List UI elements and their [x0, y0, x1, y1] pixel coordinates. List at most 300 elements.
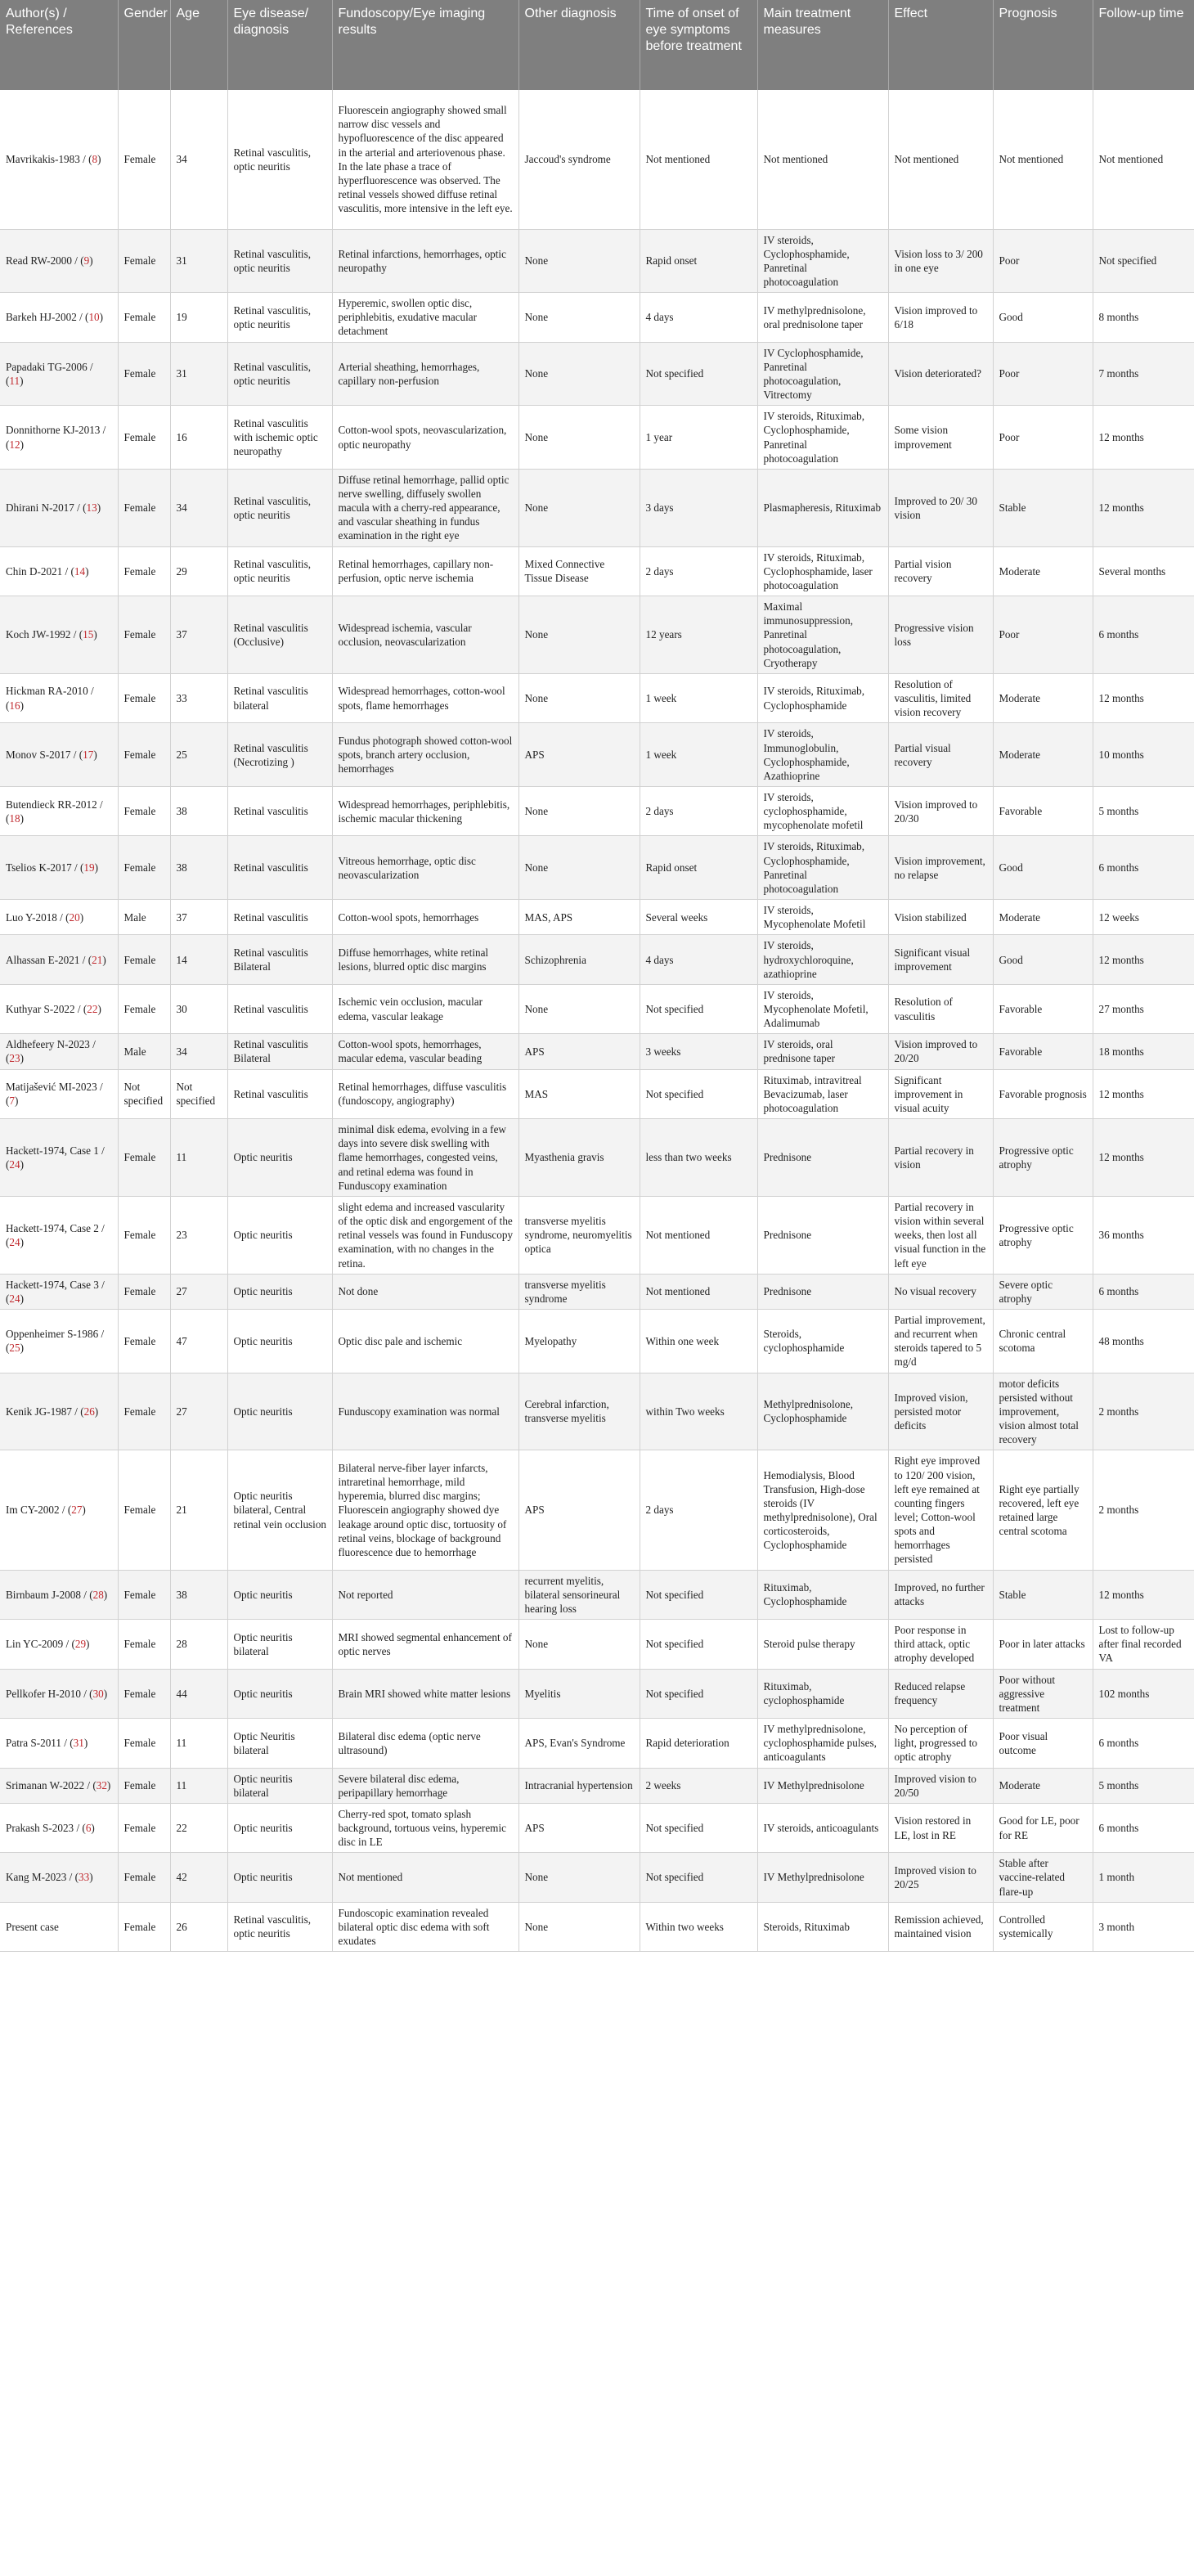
- table-row: [0, 596, 1194, 674]
- cell-gender: Female: [118, 1274, 170, 1309]
- cell-effect: Vision improved to 20/20: [888, 1034, 993, 1069]
- cell-age: 11: [170, 1719, 227, 1768]
- cell-gender: Female: [118, 90, 170, 229]
- cell-fundoscopy: Diffuse retinal hemorrhage, pallid optic nerve swelling, diffusely swollen macula with a cherry-red appearance, and vascular sheathing in fundus examination in the right eye: [332, 469, 518, 546]
- author-text: Hackett-1974, Case 1 / (: [6, 1144, 105, 1171]
- cell-author: [0, 406, 118, 470]
- reference-link[interactable]: 29: [74, 1638, 87, 1651]
- cell-effect: Improved to 20/ 30 vision: [888, 469, 993, 546]
- cell-treatment: IV steroids, hydroxychloroquine, azathioprine: [757, 935, 888, 984]
- cell-onset: Not specified: [640, 342, 757, 406]
- cell-effect: Reduced relapse frequency: [888, 1669, 993, 1718]
- cell-prognosis: Severe optic atrophy: [993, 1274, 1093, 1309]
- cell-age: 27: [170, 1274, 227, 1309]
- cell-onset: Rapid onset: [640, 836, 757, 900]
- cell-prognosis: Poor: [993, 229, 1093, 293]
- cell-author: [0, 1719, 118, 1768]
- cell-prognosis: Moderate: [993, 1768, 1093, 1803]
- cell-onset: Not specified: [640, 1620, 757, 1669]
- table-row: [0, 1570, 1194, 1619]
- cell-gender: Female: [118, 723, 170, 787]
- cell-follow-up: 10 months: [1093, 723, 1194, 787]
- cell-age: 37: [170, 900, 227, 935]
- cell-gender: Male: [118, 900, 170, 935]
- cell-prognosis: Favorable: [993, 984, 1093, 1033]
- cell-effect: Significant visual improvement: [888, 935, 993, 984]
- cell-treatment: Steroid pulse therapy: [757, 1620, 888, 1669]
- cell-author: [0, 1034, 118, 1069]
- cell-gender: Female: [118, 935, 170, 984]
- cell-onset: less than two weeks: [640, 1119, 757, 1197]
- reference-link[interactable]: 33: [79, 1871, 90, 1884]
- cell-other-diagnosis: Jaccoud's syndrome: [518, 90, 640, 229]
- cell-effect: Vision stabilized: [888, 900, 993, 935]
- cell-age: 38: [170, 836, 227, 900]
- cell-follow-up: 36 months: [1093, 1196, 1194, 1274]
- cell-fundoscopy: Fluorescein angiography showed small narrow disc vessels and hypofluorescence of the disc appeared in the arterial and arteriovenous phase. In the late phase a trace of hyperfluorescence was observed. The retinal vessels showed diffuse retinal vasculitis, more intensive in the left eye.: [332, 90, 518, 229]
- reference-link[interactable]: 30: [92, 1687, 104, 1700]
- table-row: [0, 229, 1194, 293]
- cell-prognosis: Progressive optic atrophy: [993, 1119, 1093, 1197]
- cell-treatment: IV steroids, Mycophenolate Mofetil, Adalimumab: [757, 984, 888, 1033]
- cell-follow-up: 5 months: [1093, 1768, 1194, 1803]
- author-text: Hackett-1974, Case 3 / (: [6, 1278, 105, 1305]
- cell-treatment: Hemodialysis, Blood Transfusion, High-dose steroids (IV methylprednisolone), Oral corticosteroids, Cyclophosphamide: [757, 1450, 888, 1570]
- cell-onset: Not mentioned: [640, 1196, 757, 1274]
- author-text: Pellkofer H-2010 / (: [6, 1687, 93, 1700]
- reference-close-paren: ): [97, 501, 101, 515]
- cell-effect: Right eye improved to 120/ 200 vision, left eye remained at counting fingers level; Cotton-wool spots and hemorrhages persisted: [888, 1450, 993, 1570]
- reference-link[interactable]: 19: [83, 861, 95, 874]
- reference-link[interactable]: 27: [71, 1504, 83, 1517]
- cell-diagnosis: Retinal vasculitis, optic neuritis: [227, 469, 332, 546]
- author-text: Patra S-2011 / (: [6, 1737, 74, 1750]
- cell-diagnosis: Optic neuritis: [227, 1803, 332, 1852]
- reference-link[interactable]: 15: [83, 628, 94, 641]
- cell-effect: Vision loss to 3/ 200 in one eye: [888, 229, 993, 293]
- cell-age: 31: [170, 342, 227, 406]
- cell-fundoscopy: Optic disc pale and ischemic: [332, 1309, 518, 1373]
- cell-treatment: IV steroids, Mycophenolate Mofetil: [757, 900, 888, 935]
- author-text: Hickman RA-2010 / (: [6, 685, 94, 712]
- cell-prognosis: Moderate: [993, 900, 1093, 935]
- cell-age: 22: [170, 1803, 227, 1852]
- cell-fundoscopy: slight edema and increased vascularity of the optic disk and engorgement of the retinal vessels was found in Funduscopy examination, with no changes in the retina.: [332, 1196, 518, 1274]
- cell-age: 27: [170, 1373, 227, 1450]
- author-text: Monov S-2017 / (: [6, 749, 83, 762]
- cell-treatment: Rituximab, intravitreal Bevacizumab, laser photocoagulation: [757, 1069, 888, 1118]
- reference-link[interactable]: 26: [83, 1405, 95, 1418]
- cell-other-diagnosis: APS, Evan's Syndrome: [518, 1719, 640, 1768]
- cell-fundoscopy: Cotton-wool spots, neovascularization, optic neuropathy: [332, 406, 518, 470]
- cell-author: [0, 229, 118, 293]
- cell-treatment: IV Cyclophosphamide, Panretinal photocoagulation, Vitrectomy: [757, 342, 888, 406]
- col-header-author: Author(s) / References: [0, 0, 118, 90]
- cell-treatment: Not mentioned: [757, 90, 888, 229]
- cell-diagnosis: Retinal vasculitis (Occlusive): [227, 596, 332, 674]
- cell-treatment: IV steroids, Cyclophosphamide, Panretinal photocoagulation: [757, 229, 888, 293]
- cell-effect: Improved, no further attacks: [888, 1570, 993, 1619]
- author-text: Birnbaum J-2008 / (: [6, 1588, 93, 1601]
- reference-close-paren: ): [20, 1342, 24, 1355]
- cell-effect: Some vision improvement: [888, 406, 993, 470]
- cell-follow-up: 6 months: [1093, 1719, 1194, 1768]
- author-text: Luo Y-2018 / (: [6, 910, 70, 924]
- cell-age: 31: [170, 229, 227, 293]
- cell-fundoscopy: Bilateral nerve-fiber layer infarcts, intraretinal hemorrhage, mild hyperemia, blurred disc margins; Fluorescein angiography showed dye leakage around optic disc, tortuosity of retinal veins, blockage of background fluorescence due to hemorrhage: [332, 1450, 518, 1570]
- cell-follow-up: 12 months: [1093, 935, 1194, 984]
- cell-diagnosis: Optic neuritis: [227, 1119, 332, 1197]
- cell-age: 44: [170, 1669, 227, 1718]
- cell-prognosis: Poor: [993, 406, 1093, 470]
- cell-follow-up: 12 months: [1093, 406, 1194, 470]
- cell-follow-up: 18 months: [1093, 1034, 1194, 1069]
- cell-onset: Not specified: [640, 984, 757, 1033]
- cell-gender: Female: [118, 786, 170, 835]
- cell-follow-up: 6 months: [1093, 1274, 1194, 1309]
- cell-effect: Poor response in third attack, optic atrophy developed: [888, 1620, 993, 1669]
- cell-onset: Rapid deterioration: [640, 1719, 757, 1768]
- cell-fundoscopy: Vitreous hemorrhage, optic disc neovascularization: [332, 836, 518, 900]
- cell-prognosis: Favorable prognosis: [993, 1069, 1093, 1118]
- cell-onset: 4 days: [640, 293, 757, 342]
- cell-other-diagnosis: Myelitis: [518, 1669, 640, 1718]
- cell-author: [0, 1196, 118, 1274]
- cell-author: [0, 1620, 118, 1669]
- cell-diagnosis: Optic Neuritis bilateral: [227, 1719, 332, 1768]
- cell-fundoscopy: Diffuse hemorrhages, white retinal lesions, blurred optic disc margins: [332, 935, 518, 984]
- cell-gender: Female: [118, 1768, 170, 1803]
- cell-prognosis: Moderate: [993, 723, 1093, 787]
- author-text: Hackett-1974, Case 2 / (: [6, 1221, 105, 1248]
- reference-close-paren: ): [85, 564, 89, 578]
- cell-effect: Improved vision, persisted motor deficits: [888, 1373, 993, 1450]
- reference-close-paren: ): [86, 1638, 90, 1651]
- reference-close-paren: ): [83, 1737, 88, 1750]
- author-text: Kenik JG-1987 / (: [6, 1405, 84, 1418]
- cell-follow-up: 2 months: [1093, 1450, 1194, 1570]
- cell-other-diagnosis: Myelopathy: [518, 1309, 640, 1373]
- cell-age: 42: [170, 1853, 227, 1902]
- cell-other-diagnosis: None: [518, 786, 640, 835]
- reference-close-paren: ): [20, 374, 24, 387]
- table-row: [0, 469, 1194, 546]
- cell-other-diagnosis: MAS: [518, 1069, 640, 1118]
- cell-diagnosis: Optic neuritis: [227, 1853, 332, 1902]
- table-row: [0, 984, 1194, 1033]
- reference-link[interactable]: 8: [92, 153, 98, 166]
- cell-author: [0, 1803, 118, 1852]
- cell-diagnosis: Retinal vasculitis: [227, 984, 332, 1033]
- reference-close-paren: ): [93, 628, 97, 641]
- reference-link[interactable]: 7: [9, 1095, 15, 1108]
- table-row: [0, 1373, 1194, 1450]
- cell-gender: Female: [118, 984, 170, 1033]
- cell-effect: No visual recovery: [888, 1274, 993, 1309]
- cell-age: 47: [170, 1309, 227, 1373]
- reference-link[interactable]: 32: [96, 1779, 107, 1792]
- cell-treatment: Prednisone: [757, 1274, 888, 1309]
- cell-diagnosis: Retinal vasculitis: [227, 900, 332, 935]
- table-row: [0, 836, 1194, 900]
- col-header-age: Age: [170, 0, 227, 90]
- cell-treatment: IV methylprednisolone, oral prednisolone taper: [757, 293, 888, 342]
- author-text: Srimanan W-2022 / (: [6, 1779, 97, 1792]
- cell-fundoscopy: minimal disk edema, evolving in a few days into severe disk swelling with flame hemorrhages, congested veins, and retinal edema was found in Funduscopy examination: [332, 1119, 518, 1197]
- cell-age: 21: [170, 1450, 227, 1570]
- cell-fundoscopy: Cotton-wool spots, hemorrhages: [332, 900, 518, 935]
- col-header-onset: Time of onset of eye symptoms before treatment: [640, 0, 757, 90]
- reference-close-paren: ): [20, 699, 24, 712]
- reference-close-paren: ): [106, 1779, 111, 1792]
- cell-gender: Female: [118, 342, 170, 406]
- reference-link[interactable]: 10: [88, 311, 100, 324]
- cell-treatment: IV Methylprednisolone: [757, 1768, 888, 1803]
- cell-treatment: Steroids, cyclophosphamide: [757, 1309, 888, 1373]
- cell-diagnosis: Retinal vasculitis, optic neuritis: [227, 342, 332, 406]
- table-row: [0, 900, 1194, 935]
- cell-gender: Female: [118, 1719, 170, 1768]
- cell-author: [0, 1768, 118, 1803]
- cell-diagnosis: Optic neuritis: [227, 1274, 332, 1309]
- cell-other-diagnosis: None: [518, 469, 640, 546]
- cell-fundoscopy: Not done: [332, 1274, 518, 1309]
- cell-effect: Resolution of vasculitis, limited vision recovery: [888, 673, 993, 722]
- author-text: Prakash S-2023 / (: [6, 1821, 86, 1834]
- cell-follow-up: 12 months: [1093, 1119, 1194, 1197]
- cell-follow-up: 12 months: [1093, 673, 1194, 722]
- author-text: Kuthyar S-2022 / (: [6, 1003, 88, 1015]
- author-text: Present case: [6, 1920, 59, 1933]
- cell-author: [0, 1119, 118, 1197]
- reference-close-paren: ): [93, 749, 97, 762]
- cell-age: 34: [170, 469, 227, 546]
- author-text: Barkeh HJ-2002 / (: [6, 311, 89, 324]
- reference-link[interactable]: 24: [9, 1235, 20, 1248]
- cell-onset: Not specified: [640, 1853, 757, 1902]
- table-row: [0, 786, 1194, 835]
- cell-other-diagnosis: None: [518, 836, 640, 900]
- cell-effect: Remission achieved, maintained vision: [888, 1902, 993, 1951]
- reference-link[interactable]: 31: [73, 1737, 84, 1750]
- cell-fundoscopy: Not mentioned: [332, 1853, 518, 1902]
- cell-age: 37: [170, 596, 227, 674]
- cell-treatment: IV steroids, cyclophosphamide, mycophenolate mofetil: [757, 786, 888, 835]
- cell-effect: Partial recovery in vision within several weeks, then lost all visual function in the left eye: [888, 1196, 993, 1274]
- cell-author: [0, 786, 118, 835]
- cell-other-diagnosis: None: [518, 406, 640, 470]
- reference-close-paren: ): [94, 1405, 99, 1418]
- cell-other-diagnosis: APS: [518, 1034, 640, 1069]
- cell-age: 28: [170, 1620, 227, 1669]
- cell-gender: Female: [118, 1853, 170, 1902]
- cell-effect: Resolution of vasculitis: [888, 984, 993, 1033]
- cell-gender: Female: [118, 1450, 170, 1570]
- cell-other-diagnosis: None: [518, 984, 640, 1033]
- reference-link[interactable]: 9: [83, 254, 90, 267]
- cell-treatment: Prednisone: [757, 1196, 888, 1274]
- reference-close-paren: ): [89, 254, 93, 267]
- cell-fundoscopy: Bilateral disc edema (optic nerve ultrasound): [332, 1719, 518, 1768]
- author-text: Matijašević MI-2023 / (: [6, 1081, 103, 1108]
- author-text: Dhirani N-2017 / (: [6, 501, 87, 515]
- cell-follow-up: 12 weeks: [1093, 900, 1194, 935]
- cell-onset: Rapid onset: [640, 229, 757, 293]
- cell-author: [0, 1902, 118, 1951]
- reference-link[interactable]: 13: [86, 501, 97, 515]
- col-header-diagnosis: Eye disease/ diagnosis: [227, 0, 332, 90]
- reference-link[interactable]: 28: [92, 1588, 104, 1601]
- cell-author: [0, 900, 118, 935]
- reference-close-paren: ): [102, 953, 106, 966]
- cell-author: [0, 1309, 118, 1373]
- reference-link[interactable]: 21: [92, 953, 103, 966]
- reference-close-paren: ): [15, 1095, 19, 1108]
- reference-link[interactable]: 24: [9, 1158, 20, 1171]
- table-row: [0, 1669, 1194, 1718]
- cell-follow-up: 6 months: [1093, 836, 1194, 900]
- cell-gender: Female: [118, 1902, 170, 1951]
- cell-prognosis: Good: [993, 836, 1093, 900]
- cell-effect: Vision improvement, no relapse: [888, 836, 993, 900]
- cell-author: [0, 836, 118, 900]
- cell-onset: 2 days: [640, 786, 757, 835]
- reference-link[interactable]: 25: [9, 1342, 20, 1355]
- table-row: [0, 1450, 1194, 1570]
- cell-onset: Not specified: [640, 1669, 757, 1718]
- reference-link[interactable]: 12: [9, 438, 20, 451]
- cell-follow-up: 3 month: [1093, 1902, 1194, 1951]
- cell-prognosis: Stable: [993, 469, 1093, 546]
- table-row: [0, 723, 1194, 787]
- cell-follow-up: 1 month: [1093, 1853, 1194, 1902]
- cell-fundoscopy: Cherry-red spot, tomato splash background, tortuous veins, hyperemic disc in LE: [332, 1803, 518, 1852]
- author-text: Tselios K-2017 / (: [6, 861, 84, 874]
- cell-treatment: Rituximab, cyclophosphamide: [757, 1669, 888, 1718]
- cell-onset: within Two weeks: [640, 1373, 757, 1450]
- cell-gender: Female: [118, 406, 170, 470]
- cell-author: [0, 546, 118, 596]
- reference-link[interactable]: 20: [69, 910, 80, 924]
- cell-age: 29: [170, 546, 227, 596]
- reference-link[interactable]: 24: [9, 1292, 20, 1305]
- author-text: Oppenheimer S-1986 / (: [6, 1328, 105, 1355]
- reference-close-paren: ): [99, 311, 104, 324]
- cell-other-diagnosis: APS: [518, 723, 640, 787]
- cell-author: [0, 1450, 118, 1570]
- cell-effect: Progressive vision loss: [888, 596, 993, 674]
- reference-link[interactable]: 14: [74, 564, 86, 578]
- reference-close-paren: ): [89, 1871, 93, 1884]
- cell-diagnosis: Retinal vasculitis with ischemic optic neuropathy: [227, 406, 332, 470]
- cell-age: 26: [170, 1902, 227, 1951]
- author-text: Butendieck RR-2012 / (: [6, 798, 103, 825]
- cell-gender: Female: [118, 546, 170, 596]
- cell-fundoscopy: Retinal hemorrhages, capillary non-perfusion, optic nerve ischemia: [332, 546, 518, 596]
- cell-effect: Significant improvement in visual acuity: [888, 1069, 993, 1118]
- author-text: Chin D-2021 / (: [6, 564, 74, 578]
- cell-other-diagnosis: Myasthenia gravis: [518, 1119, 640, 1197]
- cell-author: [0, 342, 118, 406]
- reference-link[interactable]: 6: [85, 1821, 92, 1834]
- cell-prognosis: Controlled systemically: [993, 1902, 1093, 1951]
- cell-follow-up: 7 months: [1093, 342, 1194, 406]
- cell-treatment: IV steroids, anticoagulants: [757, 1803, 888, 1852]
- cell-other-diagnosis: transverse myelitis syndrome: [518, 1274, 640, 1309]
- cell-gender: Female: [118, 1196, 170, 1274]
- cell-follow-up: Lost to follow-up after final recorded VA: [1093, 1620, 1194, 1669]
- cell-onset: Several weeks: [640, 900, 757, 935]
- cell-follow-up: 5 months: [1093, 786, 1194, 835]
- cell-prognosis: Poor without aggressive treatment: [993, 1669, 1093, 1718]
- cell-treatment: Rituximab, Cyclophosphamide: [757, 1570, 888, 1619]
- cell-follow-up: 48 months: [1093, 1309, 1194, 1373]
- cell-fundoscopy: Widespread hemorrhages, periphlebitis, ischemic macular thickening: [332, 786, 518, 835]
- cell-treatment: IV steroids, Immunoglobulin, Cyclophosphamide, Azathioprine: [757, 723, 888, 787]
- cell-fundoscopy: Arterial sheathing, hemorrhages, capillary non-perfusion: [332, 342, 518, 406]
- cell-diagnosis: Optic neuritis: [227, 1570, 332, 1619]
- cell-effect: Improved vision to 20/25: [888, 1853, 993, 1902]
- reference-close-paren: ): [97, 1003, 101, 1015]
- col-header-other-diagnosis: Other diagnosis: [518, 0, 640, 90]
- reference-link[interactable]: 16: [9, 699, 20, 712]
- cell-prognosis: Good: [993, 293, 1093, 342]
- cell-prognosis: motor deficits persisted without improvement, vision almost total recovery: [993, 1373, 1093, 1450]
- cell-diagnosis: Retinal vasculitis, optic neuritis: [227, 546, 332, 596]
- table-row: [0, 90, 1194, 229]
- cell-diagnosis: Retinal vasculitis: [227, 1069, 332, 1118]
- table-row: [0, 1034, 1194, 1069]
- cell-fundoscopy: Ischemic vein occlusion, macular edema, vascular leakage: [332, 984, 518, 1033]
- cell-diagnosis: Retinal vasculitis Bilateral: [227, 1034, 332, 1069]
- cell-follow-up: 6 months: [1093, 596, 1194, 674]
- cell-diagnosis: Retinal vasculitis: [227, 786, 332, 835]
- cell-prognosis: Moderate: [993, 546, 1093, 596]
- cell-treatment: IV steroids, Rituximab, Cyclophosphamide, Panretinal photocoagulation: [757, 836, 888, 900]
- cell-prognosis: Not mentioned: [993, 90, 1093, 229]
- reference-close-paren: ): [20, 438, 24, 451]
- cell-other-diagnosis: Mixed Connective Tissue Disease: [518, 546, 640, 596]
- cell-follow-up: 12 months: [1093, 1570, 1194, 1619]
- reference-close-paren: ): [20, 811, 24, 825]
- table-header-row: [0, 0, 1194, 90]
- cell-fundoscopy: MRI showed segmental enhancement of optic nerves: [332, 1620, 518, 1669]
- cell-gender: Female: [118, 229, 170, 293]
- cell-prognosis: Poor: [993, 342, 1093, 406]
- cell-prognosis: Favorable: [993, 786, 1093, 835]
- cell-other-diagnosis: Cerebral infarction, transverse myelitis: [518, 1373, 640, 1450]
- cell-effect: Vision improved to 20/30: [888, 786, 993, 835]
- cell-age: 25: [170, 723, 227, 787]
- reference-link[interactable]: 22: [87, 1003, 98, 1015]
- reference-link[interactable]: 17: [83, 749, 94, 762]
- reference-link[interactable]: 18: [9, 811, 20, 825]
- cell-age: 11: [170, 1119, 227, 1197]
- author-text: Kang M-2023 / (: [6, 1871, 79, 1884]
- cell-onset: 1 week: [640, 723, 757, 787]
- cell-onset: Not specified: [640, 1803, 757, 1852]
- cell-follow-up: 102 months: [1093, 1669, 1194, 1718]
- reference-link[interactable]: 11: [9, 374, 20, 387]
- reference-link[interactable]: 23: [9, 1052, 20, 1065]
- author-text: Im CY-2002 / (: [6, 1504, 72, 1517]
- cell-onset: 3 weeks: [640, 1034, 757, 1069]
- cell-effect: Improved vision to 20/50: [888, 1768, 993, 1803]
- cell-diagnosis: Optic neuritis bilateral: [227, 1768, 332, 1803]
- cell-diagnosis: Optic neuritis: [227, 1373, 332, 1450]
- reference-close-paren: ): [79, 910, 84, 924]
- cell-effect: Vision improved to 6/18: [888, 293, 993, 342]
